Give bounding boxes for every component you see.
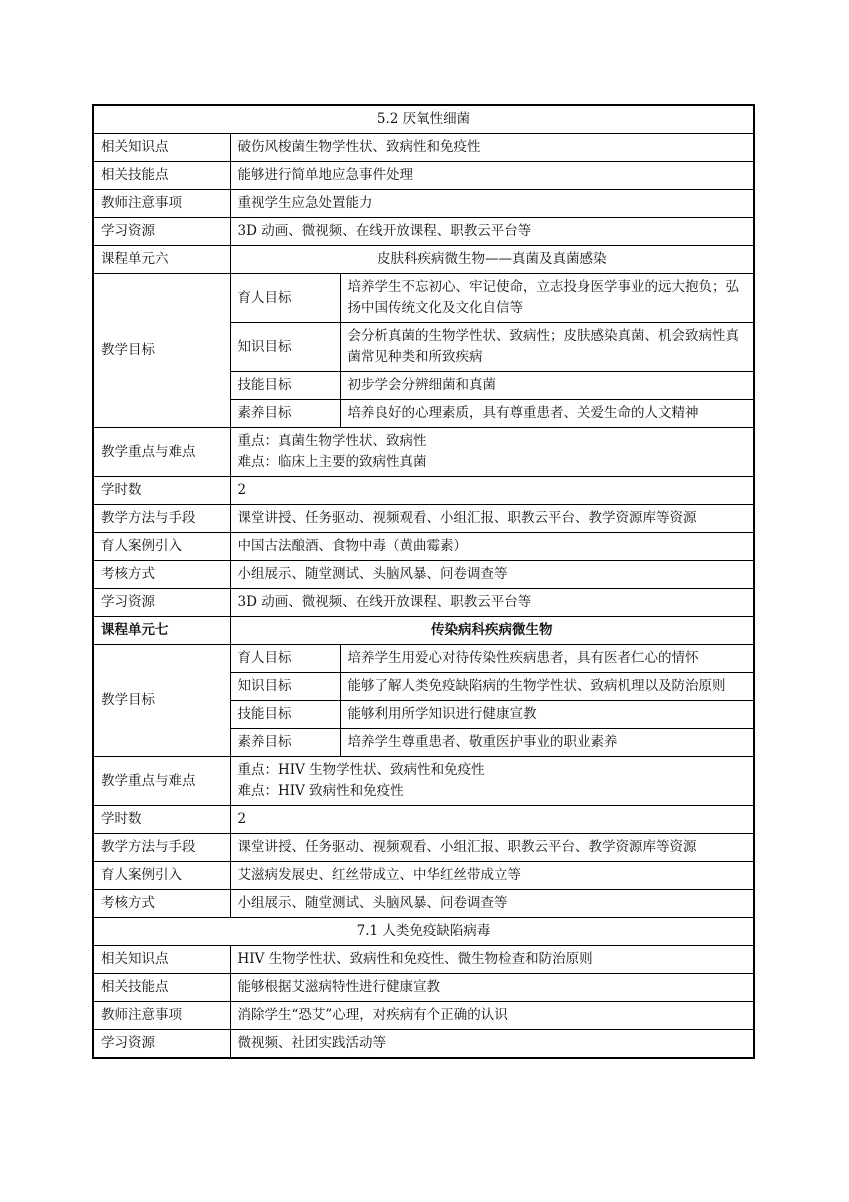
row-value: 课堂讲授、任务驱动、视频观看、小组汇报、职教云平台、教学资源库等资源 [230,505,754,533]
row-label: 学习资源 [93,218,230,246]
table-row [93,862,754,890]
row-label: 学习资源 [93,1030,230,1059]
table-row [93,561,754,589]
table-row [93,974,754,1002]
goal-value: 培养学生不忘初心、牢记使命，立志投身医学事业的远大抱负；弘扬中国传统文化及文化自信等 [340,274,754,323]
table-row [93,890,754,918]
section-heading: 7.1 人类免疫缺陷病毒 [93,918,754,946]
row-value: 3D 动画、微视频、在线开放课程、职教云平台等 [230,589,754,617]
goal-label: 知识目标 [230,323,340,372]
table-row [93,1002,754,1030]
keypoints-label: 教学重点与难点 [93,757,230,806]
goal-value: 能够了解人类免疫缺陷病的生物学性状、致病机理以及防治原则 [340,673,754,701]
keypoints-label: 教学重点与难点 [93,428,230,477]
table-row [93,162,754,190]
goal-label: 技能目标 [230,372,340,400]
row-label: 相关知识点 [93,134,230,162]
table-row [93,190,754,218]
row-label: 学时数 [93,477,230,505]
keypoints-row [93,757,754,806]
row-value: 微视频、社团实践活动等 [230,1030,754,1059]
row-value: HIV 生物学性状、致病性和免疫性、微生物检查和防治原则 [230,946,754,974]
row-label: 教师注意事项 [93,190,230,218]
goal-row [93,645,754,673]
row-value: 3D 动画、微视频、在线开放课程、职教云平台等 [230,218,754,246]
course-table [92,104,755,1059]
goal-label: 技能目标 [230,701,340,729]
goal-value: 培养良好的心理素质，具有尊重患者、关爱生命的人文精神 [340,400,754,428]
table-row [93,477,754,505]
row-value: 2 [230,806,754,834]
row-value: 小组展示、随堂测试、头脑风暴、问卷调查等 [230,890,754,918]
section-heading-row [93,105,754,134]
row-value: 中国古法酿酒、食物中毒（黄曲霉素） [230,533,754,561]
difficulty: 难点：临床上主要的致病性真菌 [237,454,427,470]
goal-value: 培养学生用爱心对待传染性疾病患者，具有医者仁心的情怀 [340,645,754,673]
row-value: 破伤风梭菌生物学性状、致病性和免疫性 [230,134,754,162]
goal-value: 培养学生尊重患者、敬重医护事业的职业素养 [340,729,754,757]
row-label: 学时数 [93,806,230,834]
unit-title: 皮肤科疾病微生物——真菌及真菌感染 [230,246,754,274]
row-label: 教学方法与手段 [93,834,230,862]
keypoints-row [93,428,754,477]
goal-label: 知识目标 [230,673,340,701]
row-value: 小组展示、随堂测试、头脑风暴、问卷调查等 [230,561,754,589]
unit-header-row [93,617,754,645]
row-value: 2 [230,477,754,505]
row-label: 相关知识点 [93,946,230,974]
table-row [93,589,754,617]
unit-title: 传染病科疾病微生物 [230,617,754,645]
goal-label: 素养目标 [230,400,340,428]
goals-label: 教学目标 [93,274,230,428]
table-row [93,505,754,533]
row-label: 相关技能点 [93,974,230,1002]
key-point: 重点：真菌生物学性状、致病性 [237,433,427,449]
keypoints-value [230,757,754,806]
goal-value: 能够利用所学知识进行健康宣教 [340,701,754,729]
row-value: 重视学生应急处置能力 [230,190,754,218]
row-value: 能够进行简单地应急事件处理 [230,162,754,190]
table-row [93,834,754,862]
row-value: 消除学生“恐艾”心理，对疾病有个正确的认识 [230,1002,754,1030]
table-row [93,533,754,561]
table-row [93,218,754,246]
row-label: 考核方式 [93,890,230,918]
unit-header-row [93,246,754,274]
unit-label: 课程单元六 [93,246,230,274]
row-label: 育人案例引入 [93,533,230,561]
unit-label: 课程单元七 [93,617,230,645]
table-row [93,946,754,974]
goal-row [93,274,754,323]
row-label: 教师注意事项 [93,1002,230,1030]
table-row [93,1030,754,1059]
goal-value: 会分析真菌的生物学性状、致病性；皮肤感染真菌、机会致病性真菌常见种类和所致疾病 [340,323,754,372]
section-heading-row [93,918,754,946]
goal-label: 素养目标 [230,729,340,757]
table-row [93,134,754,162]
row-value: 艾滋病发展史、红丝带成立、中华红丝带成立等 [230,862,754,890]
keypoints-value [230,428,754,477]
row-label: 育人案例引入 [93,862,230,890]
row-label: 考核方式 [93,561,230,589]
difficulty: 难点：HIV 致病性和免疫性 [237,783,404,799]
row-value: 课堂讲授、任务驱动、视频观看、小组汇报、职教云平台、教学资源库等资源 [230,834,754,862]
row-label: 学习资源 [93,589,230,617]
goal-label: 育人目标 [230,274,340,323]
key-point: 重点：HIV 生物学性状、致病性和免疫性 [237,762,485,778]
goal-value: 初步学会分辨细菌和真菌 [340,372,754,400]
goals-label: 教学目标 [93,645,230,757]
section-heading: 5.2 厌氧性细菌 [93,105,754,134]
row-label: 相关技能点 [93,162,230,190]
row-label: 教学方法与手段 [93,505,230,533]
goal-label: 育人目标 [230,645,340,673]
row-value: 能够根据艾滋病特性进行健康宣教 [230,974,754,1002]
table-row [93,806,754,834]
